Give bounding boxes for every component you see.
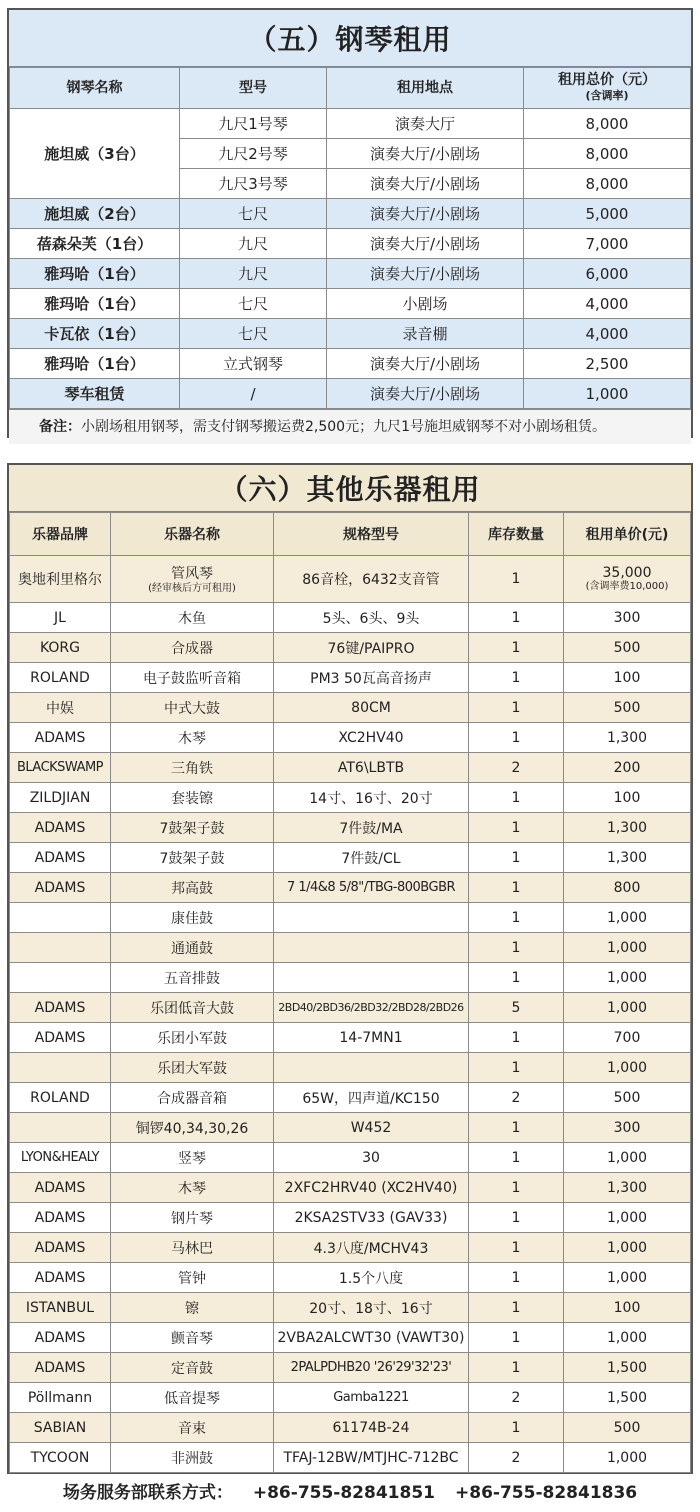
instrument-name: 马林巴 [111,1233,274,1263]
instrument-brand: SABIAN [10,1413,111,1443]
instrument-price: 700 [564,1023,691,1053]
instrument-name: 乐团低音大鼓 [111,993,274,1023]
instrument-price: 800 [564,873,691,903]
piano-model: 九尺 [180,259,327,289]
instrument-brand: ADAMS [10,1323,111,1353]
instrument-spec: 30 [274,1143,469,1173]
instrument-name: 五音排鼓 [111,963,274,993]
piano-name: 施坦威（3台） [10,109,180,199]
piano-location: 演奏大厅 [327,109,524,139]
instrument-brand: ZILDJIAN [10,783,111,813]
instrument-stock: 1 [469,1293,564,1323]
piano-model: / [180,379,327,409]
instrument-name: 邦高鼓 [111,873,274,903]
instrument-name: 钢片琴 [111,1203,274,1233]
instrument-stock: 2 [469,1443,564,1473]
instrument-price: 100 [564,663,691,693]
instrument-brand: KORG [10,633,111,663]
instrument-name: 颤音琴 [111,1323,274,1353]
instrument-name: 中式大鼓 [111,693,274,723]
contact-info [0,1477,700,1509]
instrument-price-note: (含调率费10,000) [585,581,669,592]
table-row [10,843,691,873]
instrument-price: 1,300 [564,1173,691,1203]
instrument-name: 康佳鼓 [111,903,274,933]
contact-label: 场务服务部联系方式： [62,1483,233,1503]
instrument-stock: 1 [469,903,564,933]
instrument-price: 1,500 [564,1353,691,1383]
table-row [10,556,691,603]
instrument-price: 1,300 [564,843,691,873]
table-row [10,633,691,663]
instrument-name: 电子鼓监听音箱 [111,663,274,693]
instrument-stock: 1 [469,1263,564,1293]
piano-price: 6,000 [524,259,691,289]
piano-model: 七尺 [180,319,327,349]
instrument-price: 1,000 [564,993,691,1023]
table-row [10,993,691,1023]
instrument-name: 7鼓架子鼓 [111,843,274,873]
table-row [10,723,691,753]
instrument-price: 1,000 [564,933,691,963]
piano-location: 演奏大厅/小剧场 [327,199,524,229]
piano-model: 七尺 [180,199,327,229]
instrument-spec: 80CM [274,693,469,723]
table-row [10,1443,691,1473]
header-location: 租用地点 [327,68,524,109]
piano-price: 8,000 [524,109,691,139]
piano-model: 九尺 [180,229,327,259]
instrument-brand: Pöllmann [10,1383,111,1413]
instrument-spec: 2PALPDHB20 '26'29'32'23' [274,1353,469,1383]
instrument-spec: 2XFC2HRV40 (XC2HV40) [274,1173,469,1203]
instrument-brand: JL [10,603,111,633]
instrument-brand: ADAMS [10,1233,111,1263]
table-row [10,259,691,289]
instrument-price: 200 [564,753,691,783]
table-row [10,783,691,813]
instrument-brand: ISTANBUL [10,1293,111,1323]
instrument-brand: ADAMS [10,1353,111,1383]
table-row [10,199,691,229]
instrument-brand: TYCOON [10,1443,111,1473]
instrument-name: 木琴 [111,723,274,753]
instrument-price: 500 [564,1413,691,1443]
piano-note [9,409,691,444]
instrument-stock: 1 [469,693,564,723]
instrument-brand [10,1113,111,1143]
table-row [10,379,691,409]
other-section-title: （六）其他乐器租用 [9,465,691,512]
piano-header-row [10,68,691,109]
header-model: 型号 [180,68,327,109]
instrument-name: 管钟 [111,1263,274,1293]
instrument-spec: AT6\LBTB [274,753,469,783]
instrument-name: 铜锣40,34,30,26 [111,1113,274,1143]
table-row [10,229,691,259]
instrument-spec: 20寸、18寸、16寸 [274,1293,469,1323]
table-row [10,873,691,903]
instrument-spec: 7 1/4&8 5/8"/TBG-800BGBR [274,873,469,903]
instrument-spec: 4.3八度/MCHV43 [274,1233,469,1263]
instrument-brand [10,933,111,963]
table-row [10,1263,691,1293]
instrument-stock: 2 [469,1383,564,1413]
instrument-spec: 14寸、16寸、20寸 [274,783,469,813]
instrument-name: 通通鼓 [111,933,274,963]
instrument-price: 1,000 [564,1233,691,1263]
instrument-brand: ADAMS [10,993,111,1023]
piano-name: 琴车租赁 [10,379,180,409]
piano-price: 2,500 [524,349,691,379]
instrument-name: 乐团小军鼓 [111,1023,274,1053]
table-row [10,1173,691,1203]
instrument-price: 1,300 [564,813,691,843]
piano-location: 小剧场 [327,289,524,319]
piano-model: 九尺3号琴 [180,169,327,199]
instrument-stock: 1 [469,556,564,603]
header-total-price-sub: (含调率) [585,89,629,102]
instrument-stock: 1 [469,1353,564,1383]
instrument-price: 300 [564,603,691,633]
instrument-stock: 5 [469,993,564,1023]
piano-price: 8,000 [524,169,691,199]
instrument-price: 1,000 [564,1203,691,1233]
table-row [10,1053,691,1083]
instrument-name: 镲 [111,1293,274,1323]
instrument-spec: 14-7MN1 [274,1023,469,1053]
piano-name: 蓓森朵芙（1台） [10,229,180,259]
header-total-price-label: 租用总价（元） [558,72,656,88]
piano-location: 演奏大厅/小剧场 [327,379,524,409]
instrument-name-cell [111,556,274,603]
table-row [10,1023,691,1053]
table-row [10,1233,691,1263]
instrument-stock: 1 [469,1023,564,1053]
table-row [10,1413,691,1443]
instrument-name: 套装镲 [111,783,274,813]
instrument-price: 1,000 [564,1323,691,1353]
table-row [10,289,691,319]
table-row [10,1203,691,1233]
instrument-brand [10,963,111,993]
table-row [10,813,691,843]
instrument-brand: ADAMS [10,1263,111,1293]
piano-price: 1,000 [524,379,691,409]
piano-section-title: （五）钢琴租用 [9,10,691,67]
instrument-brand: ADAMS [10,1173,111,1203]
piano-rental-section [7,8,693,438]
header-piano-name: 钢琴名称 [10,68,180,109]
table-row [10,693,691,723]
instrument-spec: Gamba1221 [274,1383,469,1413]
instrument-brand: ADAMS [10,723,111,753]
piano-model: 九尺1号琴 [180,109,327,139]
table-row [10,963,691,993]
instrument-price: 1,000 [564,1443,691,1473]
instrument-brand: ADAMS [10,873,111,903]
instrument-spec: 7件鼓/CL [274,843,469,873]
table-row [10,903,691,933]
piano-note-label: 备注： [39,419,81,435]
instrument-stock: 1 [469,663,564,693]
instrument-brand: BLACKSWAMP [10,753,111,783]
instrument-price: 1,500 [564,1383,691,1413]
instrument-price: 500 [564,693,691,723]
instrument-brand: ADAMS [10,1023,111,1053]
instrument-name: 管风琴 [171,566,213,582]
instrument-price: 35,000 [602,565,652,581]
table-row [10,1113,691,1143]
instrument-stock: 1 [469,783,564,813]
instrument-price-cell [564,556,691,603]
instrument-name-note: (经审核后方可租用) [148,583,236,594]
instrument-brand: ADAMS [10,1203,111,1233]
instrument-spec: 76键/PAIPRO [274,633,469,663]
table-row [10,1383,691,1413]
table-row [10,319,691,349]
instrument-price: 1,300 [564,723,691,753]
instrument-brand [10,1053,111,1083]
piano-rental-table [9,67,691,409]
other-instruments-section [7,463,693,1474]
instrument-spec: 2VBA2ALCWT30 (VAWT30) [274,1323,469,1353]
instrument-brand: ROLAND [10,1083,111,1113]
header-total-price [524,68,691,109]
instrument-name: 竖琴 [111,1143,274,1173]
instrument-brand: ADAMS [10,813,111,843]
instrument-stock: 1 [469,1053,564,1083]
piano-location: 演奏大厅/小剧场 [327,169,524,199]
instrument-stock: 1 [469,723,564,753]
piano-name: 雅玛哈（1台） [10,349,180,379]
instrument-price: 1,000 [564,1143,691,1173]
table-row [10,753,691,783]
instrument-spec [274,1053,469,1083]
header-instrument-name: 乐器名称 [111,513,274,556]
other-instruments-table [9,512,691,1473]
instrument-price: 1,000 [564,1263,691,1293]
instrument-stock: 1 [469,1173,564,1203]
instrument-spec: 1.5个八度 [274,1263,469,1293]
piano-location: 演奏大厅/小剧场 [327,139,524,169]
contact-phone-1: +86-755-82841851 [252,1483,435,1503]
instrument-stock: 1 [469,1413,564,1443]
instrument-stock: 1 [469,933,564,963]
instrument-stock: 2 [469,1083,564,1113]
instrument-price: 1,000 [564,1053,691,1083]
table-row [10,1083,691,1113]
instrument-spec: TFAJ-12BW/MTJHC-712BC [274,1443,469,1473]
piano-price: 8,000 [524,139,691,169]
instrument-stock: 1 [469,813,564,843]
instrument-name: 木鱼 [111,603,274,633]
table-row [10,663,691,693]
instrument-spec: 2BD40/2BD36/2BD32/2BD28/2BD26 [274,993,469,1023]
instrument-spec: XC2HV40 [274,723,469,753]
instrument-brand: 奥地利里格尔 [10,556,111,603]
instrument-spec [274,933,469,963]
instrument-name: 乐团大军鼓 [111,1053,274,1083]
piano-price: 7,000 [524,229,691,259]
table-row [10,1353,691,1383]
table-row [10,603,691,633]
piano-price: 4,000 [524,319,691,349]
instrument-name: 7鼓架子鼓 [111,813,274,843]
piano-location: 演奏大厅/小剧场 [327,349,524,379]
instrument-spec: 65W，四声道/KC150 [274,1083,469,1113]
header-brand: 乐器品牌 [10,513,111,556]
piano-price: 4,000 [524,289,691,319]
instrument-spec: 61174B-24 [274,1413,469,1443]
instrument-price: 100 [564,783,691,813]
piano-model: 七尺 [180,289,327,319]
piano-model: 立式钢琴 [180,349,327,379]
instrument-price: 1,000 [564,903,691,933]
piano-price: 5,000 [524,199,691,229]
instrument-spec: 7件鼓/MA [274,813,469,843]
instrument-stock: 1 [469,843,564,873]
instrument-name: 合成器音箱 [111,1083,274,1113]
instrument-spec: PM3 50瓦高音扬声 [274,663,469,693]
piano-name: 卡瓦依（1台） [10,319,180,349]
instrument-name: 低音提琴 [111,1383,274,1413]
instrument-name: 合成器 [111,633,274,663]
instrument-stock: 1 [469,873,564,903]
table-row [10,1293,691,1323]
instrument-stock: 1 [469,1113,564,1143]
instrument-stock: 1 [469,633,564,663]
instrument-price: 300 [564,1113,691,1143]
contact-phone-2: +86-755-82841836 [455,1483,638,1503]
piano-location: 录音棚 [327,319,524,349]
header-stock: 库存数量 [469,513,564,556]
instrument-brand: 中娱 [10,693,111,723]
table-row [10,1323,691,1353]
instrument-brand: ROLAND [10,663,111,693]
instrument-price: 1,000 [564,963,691,993]
table-row [10,109,691,139]
table-row [10,349,691,379]
instrument-name: 定音鼓 [111,1353,274,1383]
instrument-stock: 1 [469,1233,564,1263]
piano-model: 九尺2号琴 [180,139,327,169]
instrument-stock: 1 [469,963,564,993]
instrument-stock: 2 [469,753,564,783]
instrument-brand [10,903,111,933]
instrument-name: 木琴 [111,1173,274,1203]
other-instruments-body [10,556,691,1473]
piano-location: 演奏大厅/小剧场 [327,259,524,289]
instrument-name: 非洲鼓 [111,1443,274,1473]
instrument-price: 500 [564,633,691,663]
header-spec: 规格型号 [274,513,469,556]
piano-name: 雅玛哈（1台） [10,289,180,319]
instrument-brand: LYON&HEALY [10,1143,111,1173]
instrument-spec: 5头、6头、9头 [274,603,469,633]
piano-name: 施坦威（2台） [10,199,180,229]
piano-name: 雅玛哈（1台） [10,259,180,289]
instrument-stock: 1 [469,1143,564,1173]
instrument-stock: 1 [469,1323,564,1353]
instrument-price: 500 [564,1083,691,1113]
instrument-spec: W452 [274,1113,469,1143]
instrument-spec: 86音栓，6432支音管 [274,556,469,603]
header-unit-price: 租用单价(元) [564,513,691,556]
instrument-name: 音束 [111,1413,274,1443]
instrument-brand: ADAMS [10,843,111,873]
table-row [10,933,691,963]
instrument-spec [274,963,469,993]
instrument-name: 三角铁 [111,753,274,783]
piano-location: 演奏大厅/小剧场 [327,229,524,259]
table-row [10,1143,691,1173]
instrument-spec: 2KSA2STV33 (GAV33) [274,1203,469,1233]
instrument-stock: 1 [469,1203,564,1233]
instrument-spec [274,903,469,933]
instrument-price: 100 [564,1293,691,1323]
piano-note-text: 小剧场租用钢琴，需支付钢琴搬运费2,500元；九尺1号施坦威钢琴不对小剧场租赁。 [81,419,606,435]
other-header-row [10,513,691,556]
instrument-stock: 1 [469,603,564,633]
